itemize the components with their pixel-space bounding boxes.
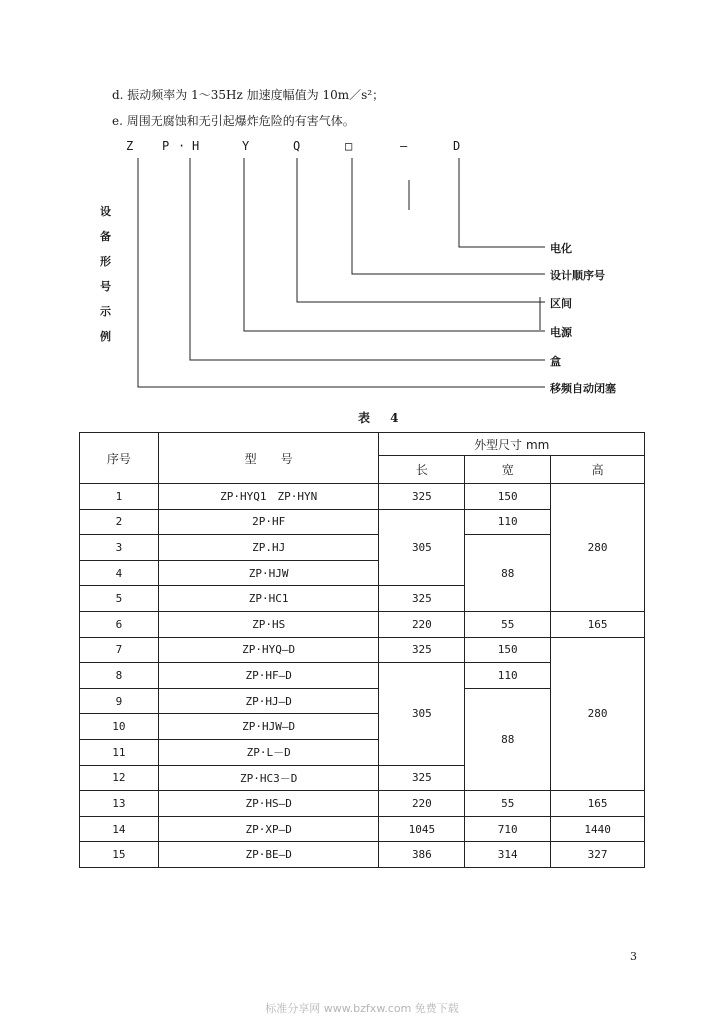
requirement-d: d. 振动频率为 1～35Hz 加速度幅值为 10m／s²； bbox=[112, 88, 385, 102]
row-no: 9 bbox=[80, 688, 159, 714]
code-letter-q: Q bbox=[293, 139, 301, 153]
row-model: ZP.HJ bbox=[158, 535, 379, 561]
label-box: 盒 bbox=[550, 355, 561, 368]
row-no: 8 bbox=[80, 663, 159, 689]
code-letter-box: □ bbox=[345, 139, 353, 153]
row-length: 305 bbox=[379, 509, 465, 586]
row-no: 7 bbox=[80, 637, 159, 663]
code-letter-p: P bbox=[162, 139, 170, 153]
table-row bbox=[80, 611, 645, 637]
code-letter-d: D bbox=[453, 139, 461, 153]
vertical-title-char: 设 bbox=[100, 205, 111, 218]
row-width: 150 bbox=[465, 484, 551, 510]
bracket-line-power bbox=[244, 158, 545, 331]
row-length: 386 bbox=[379, 842, 465, 868]
row-width: 150 bbox=[465, 637, 551, 663]
label-power: 电源 bbox=[550, 326, 572, 339]
row-width: 55 bbox=[465, 791, 551, 817]
row-length: 305 bbox=[379, 663, 465, 765]
bracket-line-box bbox=[190, 158, 545, 360]
code-letter-dash: — bbox=[400, 139, 408, 153]
bracket-line-d bbox=[459, 158, 545, 247]
row-length: 325 bbox=[379, 765, 465, 791]
dimension-table bbox=[79, 432, 645, 868]
row-model: ZP·HJW—D bbox=[158, 714, 379, 740]
vertical-title-char: 例 bbox=[100, 330, 111, 343]
row-model: ZP·HYQ—D bbox=[158, 637, 379, 663]
vertical-title-char: 示 bbox=[100, 305, 111, 318]
footer-watermark: 标准分享网 www.bzfxw.com 免费下载 bbox=[265, 1002, 459, 1015]
row-model: ZP·HYQ1 ZP·HYN bbox=[158, 484, 379, 510]
row-length: 220 bbox=[379, 791, 465, 817]
row-model: ZP·HS bbox=[158, 611, 379, 637]
row-no: 3 bbox=[80, 535, 159, 561]
table-row bbox=[80, 637, 645, 663]
row-model: 2P·HF bbox=[158, 509, 379, 535]
label-electrified: 电化 bbox=[550, 242, 572, 255]
bracket-line-design-no bbox=[352, 158, 545, 274]
row-no: 2 bbox=[80, 509, 159, 535]
label-auto-block: 移频自动闭塞 bbox=[550, 382, 616, 395]
header-model: 型 号 bbox=[158, 433, 379, 484]
table-row bbox=[80, 816, 645, 842]
code-letter-z: Z bbox=[126, 139, 134, 153]
row-model: ZP·HC1 bbox=[158, 586, 379, 612]
label-design-sequence: 设计顺序号 bbox=[550, 269, 605, 282]
row-no: 13 bbox=[80, 791, 159, 817]
row-length: 1045 bbox=[379, 816, 465, 842]
row-width: 88 bbox=[465, 688, 551, 790]
row-height: 280 bbox=[551, 484, 645, 612]
row-no: 6 bbox=[80, 611, 159, 637]
row-no: 14 bbox=[80, 816, 159, 842]
row-width: 110 bbox=[465, 509, 551, 535]
row-length: 325 bbox=[379, 484, 465, 510]
row-no: 4 bbox=[80, 560, 159, 586]
page-number: 3 bbox=[630, 950, 637, 963]
row-height: 1440 bbox=[551, 816, 645, 842]
bracket-line-auto-block bbox=[138, 158, 545, 387]
requirement-e: e. 周围无腐蚀和无引起爆炸危险的有害气体。 bbox=[112, 114, 355, 128]
table-caption: 表 4 bbox=[358, 411, 407, 425]
row-no: 11 bbox=[80, 739, 159, 765]
header-size: 外型尺寸 mm bbox=[379, 433, 645, 456]
table-row bbox=[80, 842, 645, 868]
row-height: 165 bbox=[551, 611, 645, 637]
row-no: 5 bbox=[80, 586, 159, 612]
row-length: 325 bbox=[379, 637, 465, 663]
bracket-line-section bbox=[297, 158, 545, 302]
model-code-diagram bbox=[0, 0, 724, 420]
row-length: 325 bbox=[379, 586, 465, 612]
row-model: ZP·HF—D bbox=[158, 663, 379, 689]
row-height: 280 bbox=[551, 637, 645, 791]
header-height: 高 bbox=[551, 456, 645, 484]
code-letter-dot: · bbox=[178, 139, 186, 153]
row-width: 314 bbox=[465, 842, 551, 868]
row-model: ZP·BE—D bbox=[158, 842, 379, 868]
row-no: 12 bbox=[80, 765, 159, 791]
row-height: 165 bbox=[551, 791, 645, 817]
code-letter-y: Y bbox=[242, 139, 250, 153]
header-width: 宽 bbox=[465, 456, 551, 484]
row-width: 55 bbox=[465, 611, 551, 637]
code-letter-h: H bbox=[192, 139, 200, 153]
label-section: 区间 bbox=[550, 297, 572, 310]
row-model: ZP·L－D bbox=[158, 739, 379, 765]
vertical-title-char: 形 bbox=[100, 255, 111, 268]
row-model: ZP·HC3－D bbox=[158, 765, 379, 791]
row-width: 710 bbox=[465, 816, 551, 842]
table-row bbox=[80, 791, 645, 817]
row-no: 10 bbox=[80, 714, 159, 740]
header-no: 序号 bbox=[80, 433, 159, 484]
row-width: 88 bbox=[465, 535, 551, 612]
row-width: 110 bbox=[465, 663, 551, 689]
row-length: 220 bbox=[379, 611, 465, 637]
row-model: ZP·HJ—D bbox=[158, 688, 379, 714]
row-height: 327 bbox=[551, 842, 645, 868]
row-no: 1 bbox=[80, 484, 159, 510]
vertical-title-char: 号 bbox=[100, 280, 111, 293]
vertical-title-char: 备 bbox=[100, 230, 111, 243]
header-length: 长 bbox=[379, 456, 465, 484]
table-row bbox=[80, 484, 645, 510]
row-model: ZP·XP—D bbox=[158, 816, 379, 842]
row-no: 15 bbox=[80, 842, 159, 868]
row-model: ZP·HS—D bbox=[158, 791, 379, 817]
row-model: ZP·HJW bbox=[158, 560, 379, 586]
